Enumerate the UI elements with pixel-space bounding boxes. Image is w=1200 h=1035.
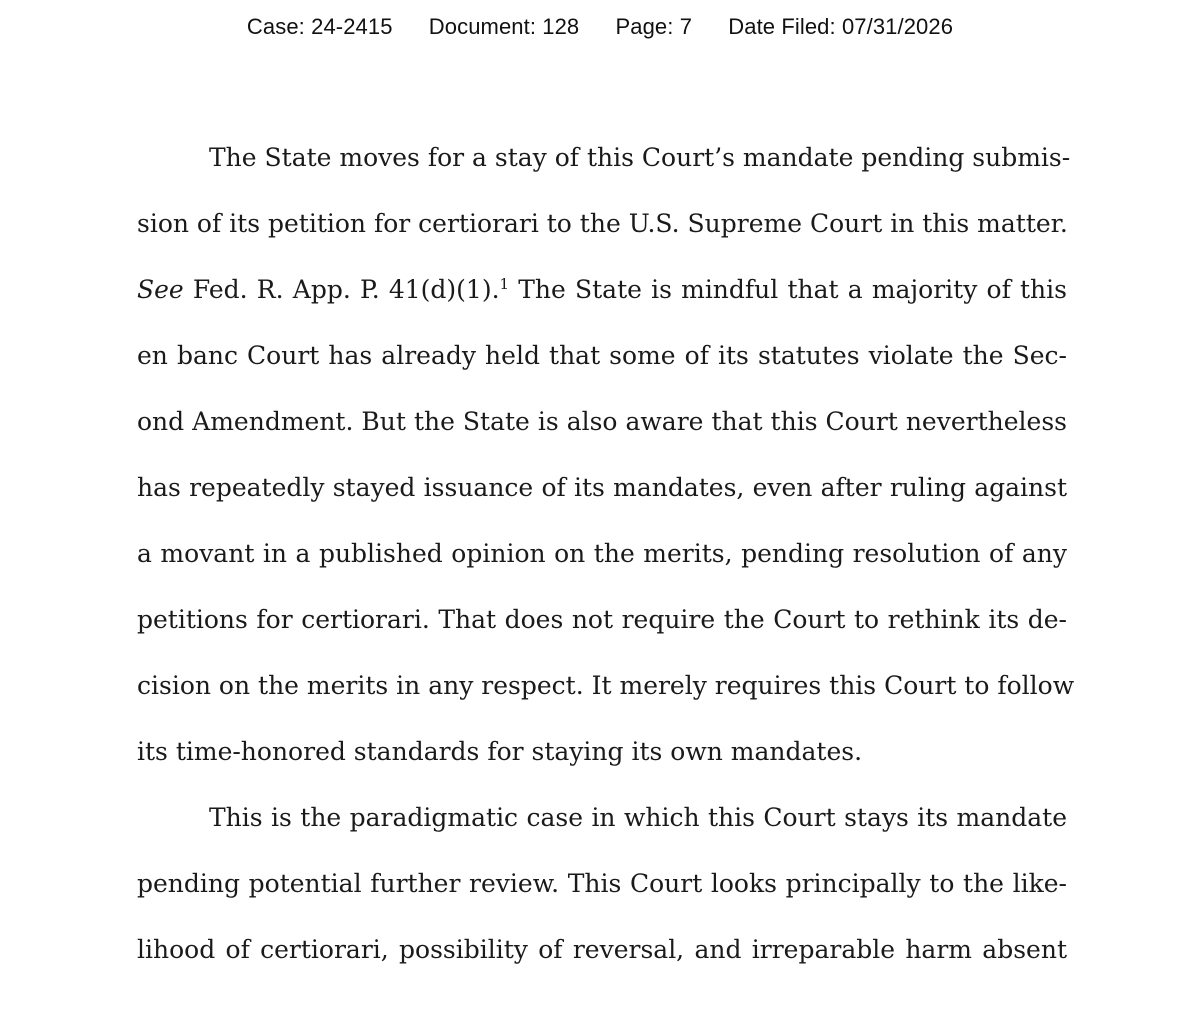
text-line: a movant in a published opinion on the merits, pending resolution of any	[137, 539, 1067, 568]
text-line: This is the paradigmatic case in which this Court stays its mandate	[209, 803, 1067, 832]
text-line: petitions for certiorari. That does not require the Court to rethink its de-	[137, 605, 1067, 634]
see-signal: See	[137, 275, 184, 304]
text-line: The State moves for a stay of this Court’s mandate pending submis-	[209, 143, 1071, 172]
case-header	[0, 14, 1200, 40]
citation: Fed. R. App. P. 41(d)(1).	[183, 275, 500, 304]
case-number: Case: 24-2415	[246, 14, 393, 39]
text-line: cision on the merits in any respect. It merely requires this Court to follow	[137, 671, 1075, 700]
text-line: en banc Court has already held that some of its statutes violate the Sec-	[137, 341, 1067, 370]
page-number: Page: 7	[615, 14, 693, 39]
paragraph-2	[137, 797, 1067, 995]
date-filed: Date Filed: 07/31/2026	[728, 14, 954, 39]
text-line: has repeatedly stayed issuance of its mandates, even after ruling against	[137, 473, 1067, 502]
document-number: Document: 128	[428, 14, 580, 39]
text-fragment: The State is mindful that a majority of this	[509, 275, 1067, 304]
text-line: ond Amendment. But the State is also aware that this Court nevertheless	[137, 407, 1067, 436]
text-line: sion of its petition for certiorari to the U.S. Supreme Court in this matter.	[137, 209, 1068, 238]
text-line: lihood of certiorari, possibility of reversal, and irreparable harm absent	[137, 935, 1067, 964]
paragraph-1	[137, 137, 1075, 797]
footnote-marker[interactable]: 1	[499, 275, 510, 293]
document-body	[137, 137, 1075, 995]
text-line: its time-honored standards for staying its own mandates.	[137, 737, 863, 766]
text-line	[137, 269, 1067, 335]
text-line: pending potential further review. This Court looks principally to the like-	[137, 869, 1067, 898]
